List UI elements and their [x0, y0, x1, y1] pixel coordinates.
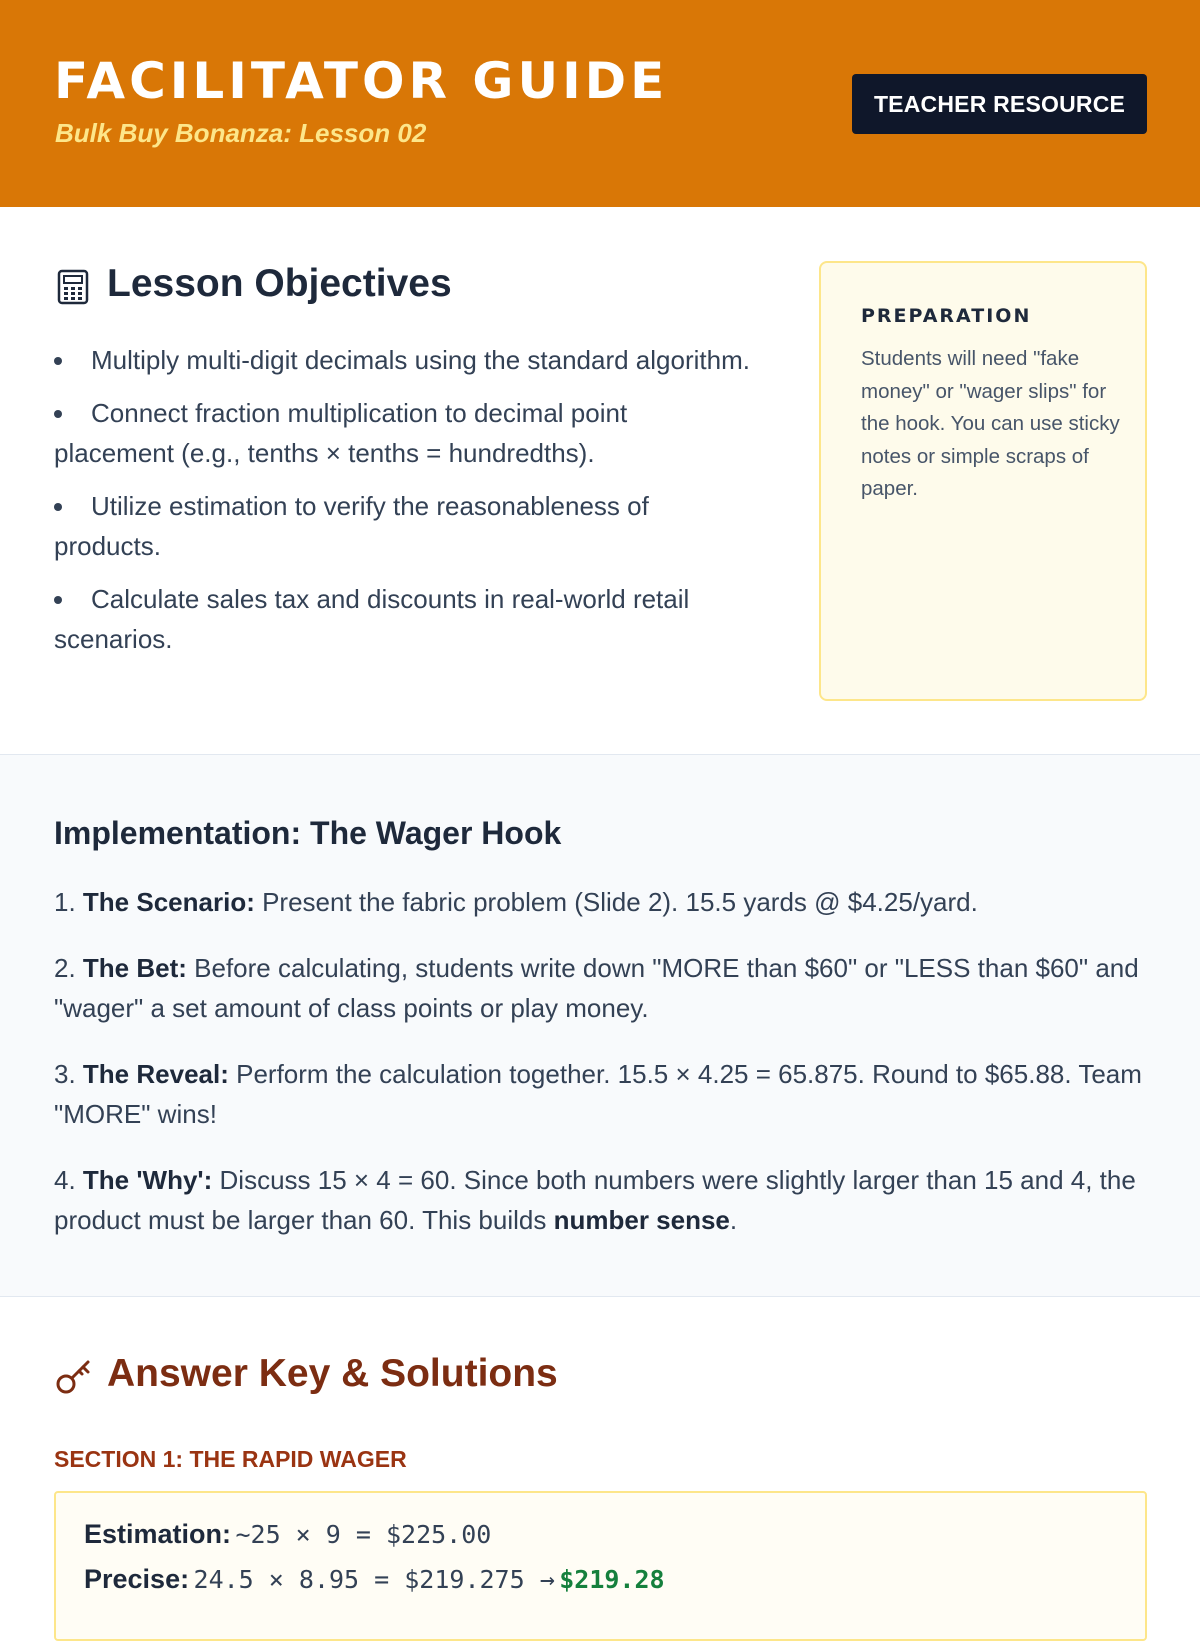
page-title: FACILITATOR GUIDE [54, 52, 669, 110]
implementation-step: 2. The Bet: Before calculating, students write down "MORE than $60" or "LESS than $60" and "wager" a set amount of class points or play money. [54, 953, 1139, 1023]
objectives-heading: Lesson Objectives [107, 262, 452, 305]
bullet-icon [54, 410, 62, 418]
objectives-list [54, 340, 754, 672]
section-1-label: SECTION 1: THE RAPID WAGER [54, 1446, 407, 1472]
bullet-icon [54, 596, 62, 604]
preparation-heading: PREPARATION [861, 305, 1032, 327]
preparation-card [819, 261, 1147, 701]
precise-line: Precise: 24.5 × 8.95 = $219.275 → $219.28 [84, 1564, 665, 1594]
answer-key-heading: Answer Key & Solutions [107, 1352, 558, 1395]
bullet-icon [54, 503, 62, 511]
page-header [0, 0, 1200, 207]
page-subtitle: Bulk Buy Bonanza: Lesson 02 [55, 118, 427, 148]
list-item: Multiply multi-digit decimals using the standard algorithm. [54, 340, 754, 380]
list-item: Calculate sales tax and discounts in real-world retail scenarios. [54, 584, 690, 654]
bullet-icon [54, 357, 62, 365]
answer-box [54, 1491, 1147, 1641]
final-answer: $219.28 [559, 1565, 665, 1594]
implementation-heading: Implementation: The Wager Hook [54, 815, 562, 851]
implementation-step: 1. The Scenario: Present the fabric problem (Slide 2). 15.5 yards @ $4.25/yard. [54, 887, 978, 917]
implementation-step: 4. The 'Why': Discuss 15 × 4 = 60. Since both numbers were slightly larger than 15 and 4, the product must be larger than 60. This builds number sense. [54, 1165, 1136, 1235]
preparation-text: Students will need "fake money" or "wager slips" for the hook. You can use sticky notes or simple scraps of paper. [861, 347, 1120, 500]
calculator-icon [57, 269, 89, 305]
teacher-resource-badge[interactable]: TEACHER RESOURCE [852, 74, 1147, 134]
key-icon [55, 1357, 93, 1395]
implementation-step: 3. The Reveal: Perform the calculation together. 15.5 × 4.25 = 65.875. Round to $65.88. Team "MORE" wins! [54, 1059, 1142, 1129]
implementation-section [0, 754, 1200, 1297]
list-item: Connect fraction multiplication to decimal point placement (e.g., tenths × tenths = hundredths). [54, 398, 628, 468]
estimation-line: Estimation: ~25 × 9 = $225.00 [84, 1519, 492, 1549]
list-item: Utilize estimation to verify the reasonableness of products. [54, 491, 649, 561]
